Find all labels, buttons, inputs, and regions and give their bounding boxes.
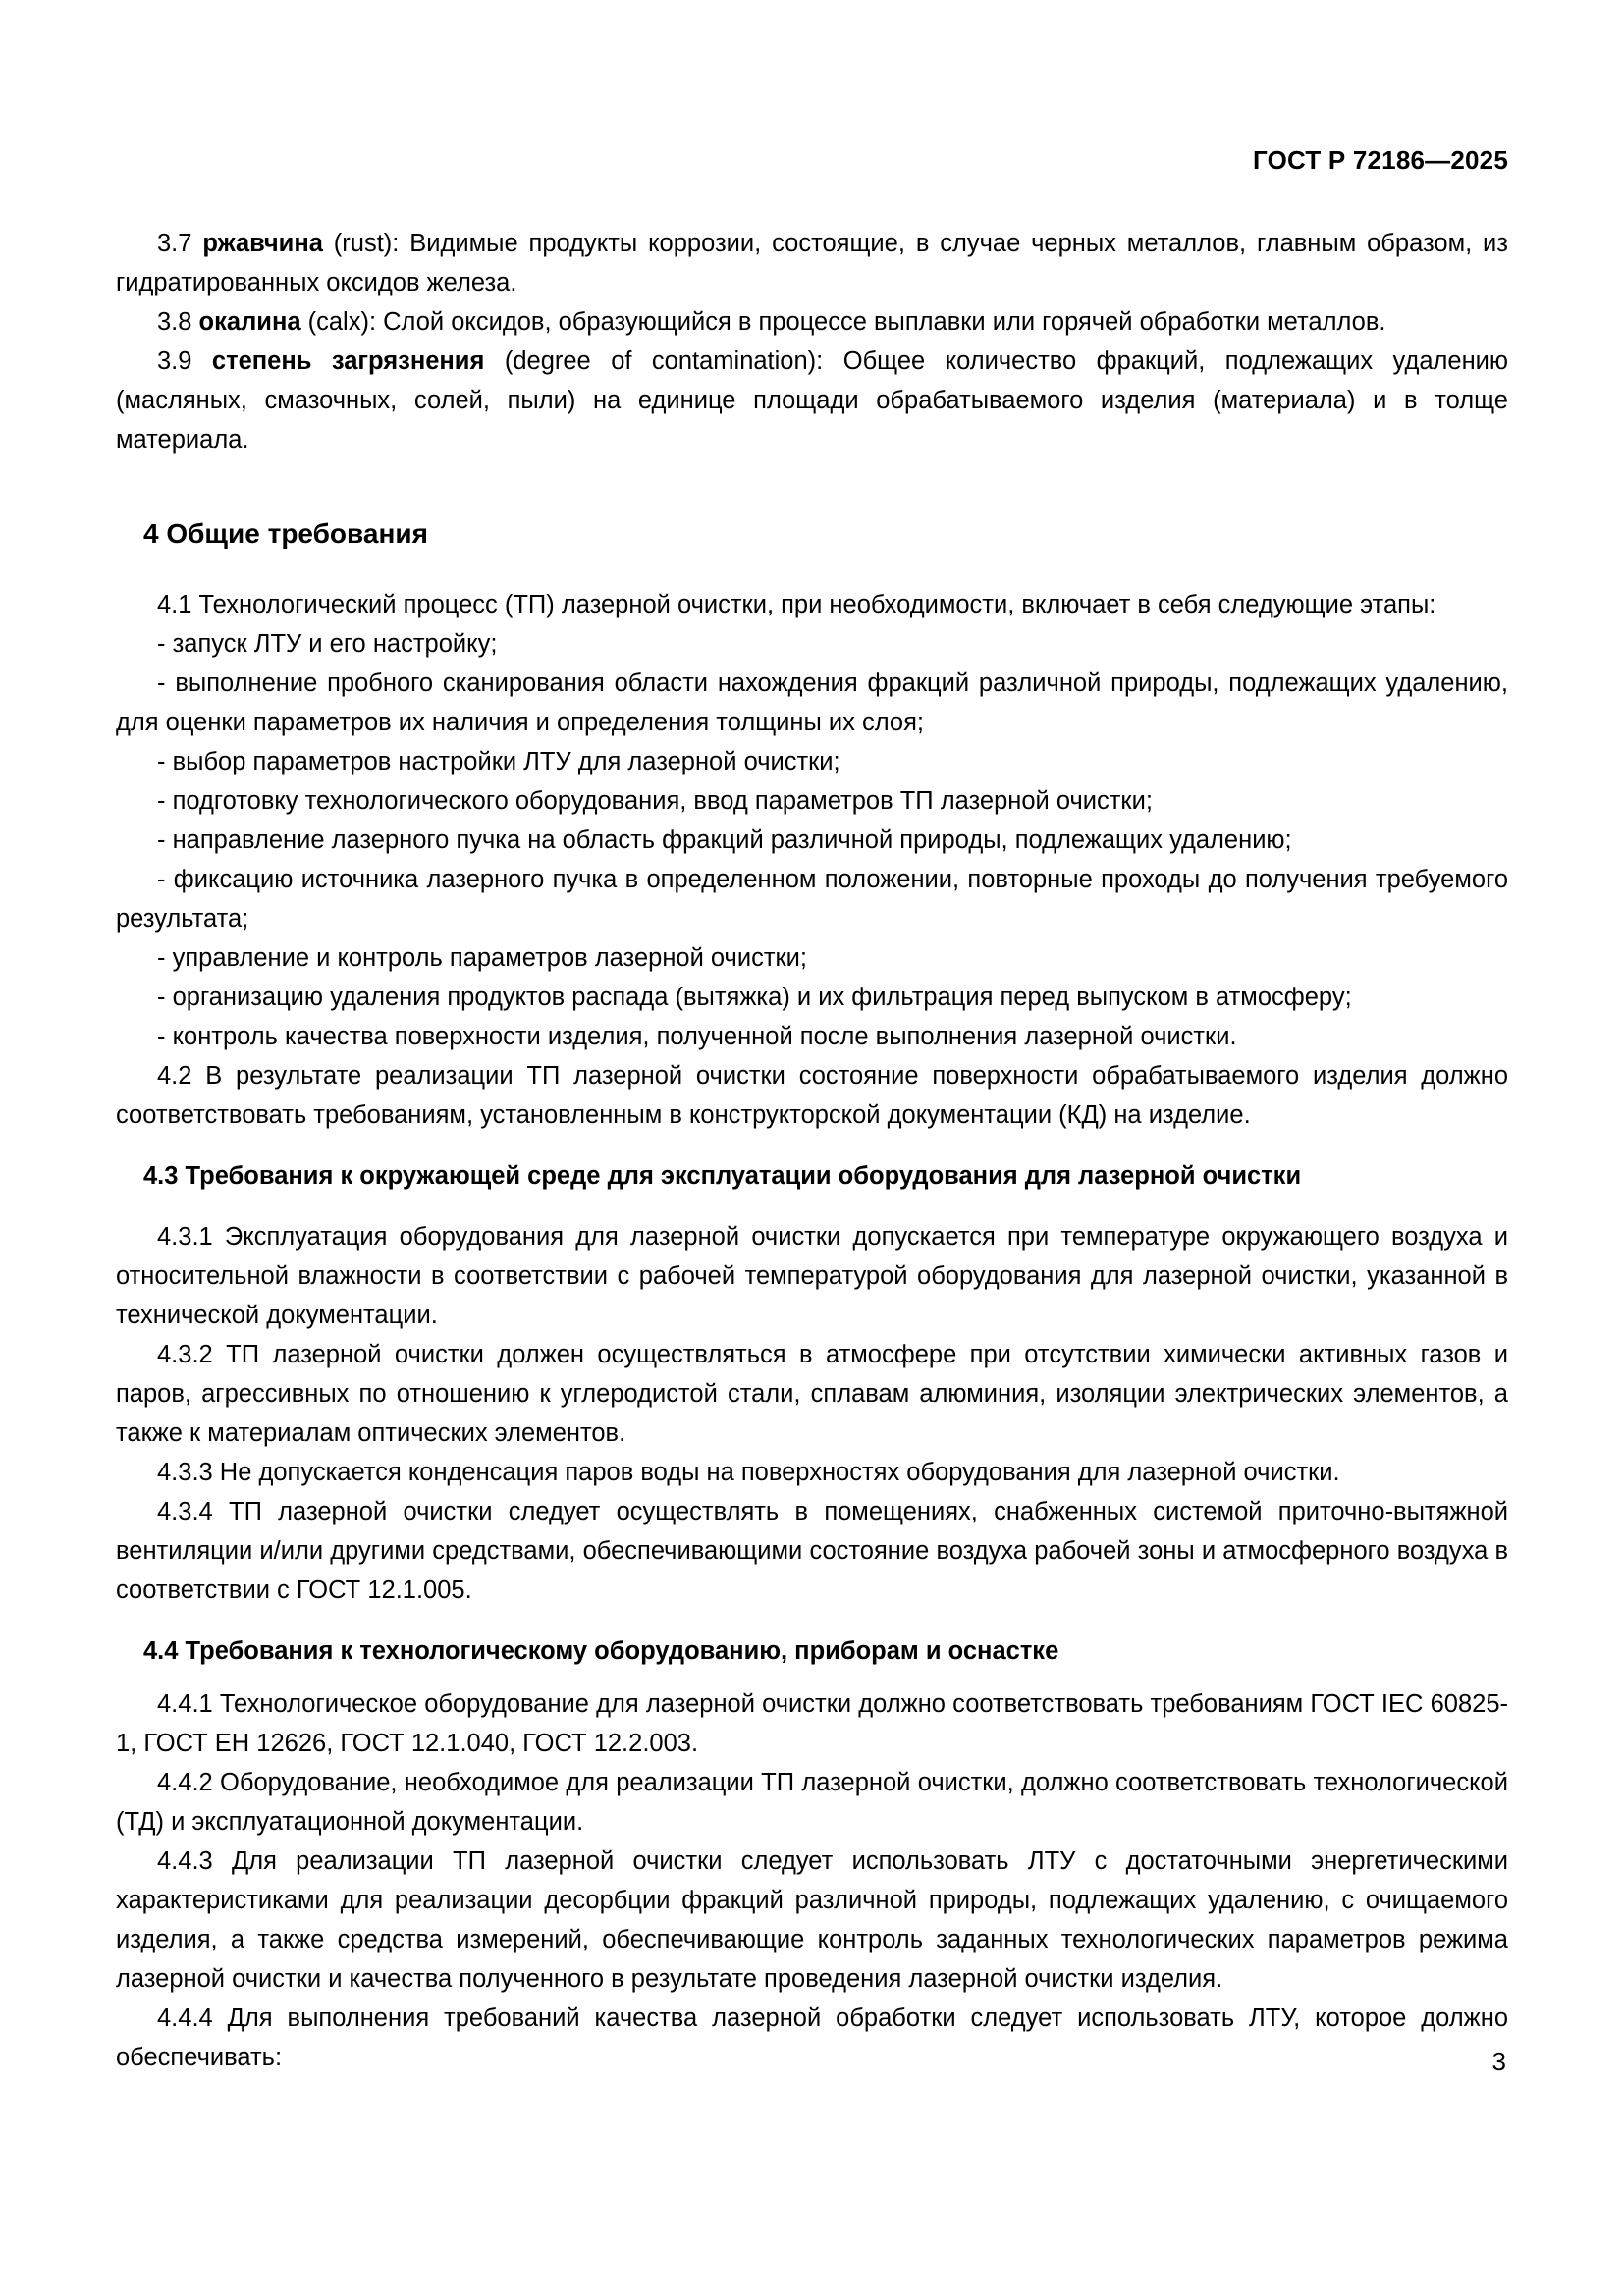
spacer	[116, 459, 1508, 514]
paragraph-4-3-2: 4.3.2 ТП лазерной очистки должен осуществляться в атмосфере при отсутствии химически активных газов и паров, агрессивных по отношению к углеродистой стали, сплавам алюминия, изоляции электрических элементов, а также к материалам оптических элементов.	[116, 1341, 1508, 1447]
term-text: Слой оксидов, образующийся в процессе выплавки или горячей обработки металлов.	[383, 308, 1386, 336]
step-item: - запуск ЛТУ и его настройку;	[157, 630, 498, 658]
section-heading-4: 4 Общие требования	[143, 518, 428, 549]
term-definition-3-8	[116, 302, 1508, 342]
paragraph-4-1: 4.1 Технологический процесс (ТП) лазерной очистки, при необходимости, включает в себя следующие этапы:	[157, 591, 1436, 618]
step-item: - управление и контроль параметров лазерной очистки;	[157, 944, 807, 972]
spacer	[116, 1135, 1508, 1156]
page-content	[116, 224, 1508, 2077]
step-item: - фиксацию источника лазерного пучка в определенном положении, повторные проходы до получения требуемого результата;	[116, 866, 1508, 933]
section-heading-4-4: 4.4 Требования к технологическому оборудованию, приборам и оснастке	[143, 1637, 1059, 1665]
paragraph-4-3-1: 4.3.1 Эксплуатация оборудования для лазерной очистки допускается при температуре окружающего воздуха и относительной влажности в соответствии с рабочей температурой оборудования для лазерной очистки, указанной в технической документации.	[116, 1223, 1508, 1329]
spacer	[116, 1671, 1508, 1684]
term-number: 3.8	[157, 308, 192, 336]
paragraph-4-3-4: 4.3.4 ТП лазерной очистки следует осуществлять в помещениях, снабженных системой приточно-вытяжной вентиляции и/или другими средствами, обеспечивающими состояние воздуха рабочей зоны и атмосферного воздуха в соответствии с ГОСТ 12.1.005.	[116, 1498, 1508, 1604]
step-item: - выполнение пробного сканирования области нахождения фракций различной природы, подлежащих удалению, для оценки параметров их наличия и определения толщины их слоя;	[116, 669, 1508, 736]
term-text: Общее количество фракций, подлежащих удалению (масляных, смазочных, солей, пыли) на единице площади обрабатываемого изделия (материала) и в толще материала.	[116, 347, 1509, 454]
term-name: окалина	[198, 308, 301, 336]
paragraph-4-3-3: 4.3.3 Не допускается конденсация паров воды на поверхностях оборудования для лазерной очистки.	[157, 1459, 1340, 1486]
term-number: 3.7	[157, 230, 192, 257]
term-english: (degree of contamination):	[504, 347, 824, 375]
step-item: - организацию удаления продуктов распада (вытяжка) и их фильтрация перед выпуском в атмосферу;	[157, 984, 1352, 1011]
paragraph-4-4-4: 4.4.4 Для выполнения требований качества лазерной обработки следует использовать ЛТУ, которое должно обеспечивать:	[116, 2004, 1508, 2071]
term-english: (rust):	[333, 230, 400, 257]
step-item: - выбор параметров настройки ЛТУ для лазерной очистки;	[157, 748, 840, 775]
step-item: - направление лазерного пучка на область фракций различной природы, подлежащих удалению;	[157, 827, 1292, 854]
step-item: - подготовку технологического оборудования, ввод параметров ТП лазерной очистки;	[157, 787, 1153, 815]
spacer	[116, 554, 1508, 585]
page-header: ГОСТ Р 72186—2025	[1253, 145, 1508, 175]
spacer	[116, 1196, 1508, 1217]
term-english: (calx):	[307, 308, 377, 336]
section-heading-4-3: 4.3 Требования к окружающей среде для эксплуатации оборудования для лазерной очистки	[143, 1162, 1302, 1190]
page-number: 3	[1491, 2047, 1506, 2076]
step-item: - контроль качества поверхности изделия, полученной после выполнения лазерной очистки.	[157, 1023, 1237, 1050]
term-definition-3-9	[116, 342, 1508, 459]
term-definition-3-7	[116, 224, 1508, 302]
paragraph-4-4-3: 4.4.3 Для реализации ТП лазерной очистки следует использовать ЛТУ с достаточными энергетическими характеристиками для реализации десорбции фракций различной природы, подлежащих удалению, с очищаемого изделия, а также средства измерений, обеспечивающие контроль заданных технологических параметров режима лазерной очистки и качества полученного в результате проведения лазерной очистки изделия.	[116, 1847, 1508, 1993]
spacer	[116, 1610, 1508, 1631]
term-text: Видимые продукты коррозии, состоящие, в случае черных металлов, главным образом, из гидратированных оксидов железа.	[116, 230, 1508, 296]
term-name: ржавчина	[202, 230, 323, 257]
paragraph-4-2: 4.2 В результате реализации ТП лазерной очистки состояние поверхности обрабатываемого изделия должно соответствовать требованиям, установленным в конструкторской документации (КД) на изделие.	[116, 1062, 1508, 1129]
term-number: 3.9	[157, 347, 192, 375]
paragraph-4-4-1: 4.4.1 Технологическое оборудование для лазерной очистки должно соответствовать требованиям ГОСТ IEC 60825-1, ГОСТ ЕН 12626, ГОСТ 12.1.040, ГОСТ 12.2.003.	[116, 1690, 1508, 1757]
paragraph-4-4-2: 4.4.2 Оборудование, необходимое для реализации ТП лазерной очистки, должно соответствовать технологической (ТД) и эксплуатационной документации.	[116, 1769, 1508, 1836]
term-name: степень загрязнения	[211, 347, 485, 375]
